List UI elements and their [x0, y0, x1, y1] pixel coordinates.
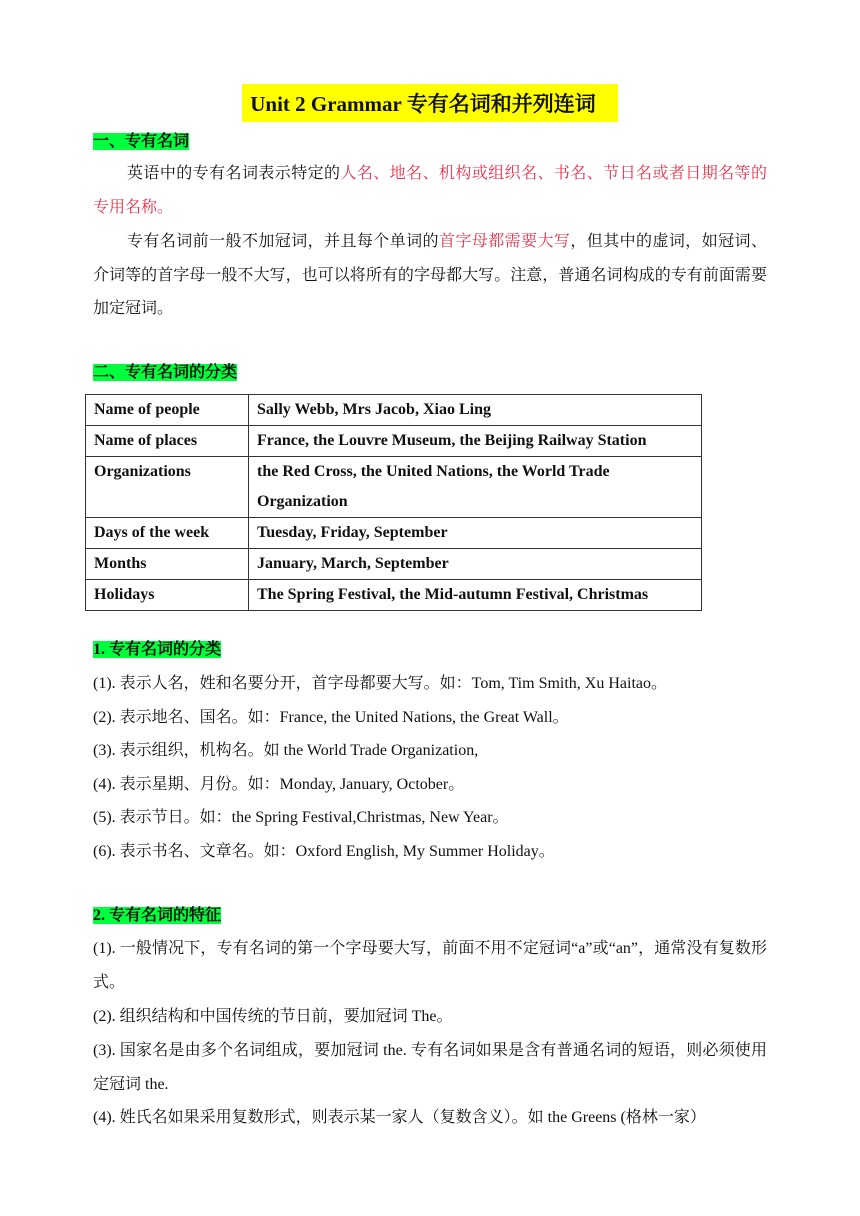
list-item: (4). 表示星期、月份。如：Monday, January, October。 — [93, 776, 465, 793]
table-cell-category: Months — [86, 549, 249, 580]
table-cell-examples: January, March, September — [249, 549, 702, 580]
table-cell-category: Name of people — [86, 395, 249, 426]
table-row — [86, 580, 702, 611]
table-row — [86, 518, 702, 549]
p2-highlight: 首字母都需要大写 — [438, 233, 571, 250]
section-heading-1 — [93, 130, 189, 154]
table-cell-examples: France, the Louvre Museum, the Beijing Railway Station — [249, 426, 702, 457]
section-heading-4-text: 2. 专有名词的特征 — [93, 907, 222, 924]
section-heading-1-text: 一、专有名词 — [93, 133, 190, 150]
section-heading-4 — [93, 904, 221, 928]
table-cell-examples: Sally Webb, Mrs Jacob, Xiao Ling — [249, 395, 702, 426]
table-row — [86, 426, 702, 457]
list-item: (4). 姓氏名如果采用复数形式，则表示某一家人（复数含义）。如 the Greens (格林一家） — [93, 1109, 706, 1126]
list-item: (1). 一般情况下，专有名词的第一个字母要大写，前面不用不定冠词“a”或“an”，通常没有复数形式。 — [93, 940, 767, 991]
p1-highlight: 人名、地名、机构或组织名、书名、节日名或者日期名等的专用名称。 — [93, 165, 767, 216]
table-cell-category: Days of the week — [86, 518, 249, 549]
list-item: (6). 表示书名、文章名。如：Oxford English, My Summer Holiday。 — [93, 843, 555, 860]
table-cell-examples: The Spring Festival, the Mid-autumn Festival, Christmas — [249, 580, 702, 611]
proper-noun-table — [85, 394, 702, 611]
p2-text-after: ，但其中的虚词，如冠词、介词等的首字母一般不大写，也可以将所有的字母都大写。注意，普通名词构成的专有前面需要加定冠词。 — [93, 233, 767, 317]
list-item: (2). 表示地名、国名。如：France, the United Nations, the Great Wall。 — [93, 709, 569, 726]
table-cell-examples: Tuesday, Friday, September — [249, 518, 702, 549]
list-item: (2). 组织结构和中国传统的节日前，要加冠词 The。 — [93, 1008, 453, 1025]
page-title: Unit 2 Grammar 专有名词和并列连词 — [242, 84, 618, 122]
list-item: (5). 表示节日。如：the Spring Festival,Christmas, New Year。 — [93, 809, 509, 826]
section-heading-2 — [93, 361, 237, 385]
section1-paragraph-2 — [93, 225, 767, 326]
table-cell-category: Holidays — [86, 580, 249, 611]
section-heading-2-text: 二、专有名词的分类 — [93, 364, 238, 381]
table-cell-category: Organizations — [86, 457, 249, 518]
section-heading-3-text: 1. 专有名词的分类 — [93, 641, 222, 658]
table-row — [86, 549, 702, 580]
section1-paragraph-1 — [93, 157, 767, 224]
table-row — [86, 395, 702, 426]
title-container — [0, 84, 860, 122]
p2-text-before: 专有名词前一般不加冠词，并且每个单词的 — [127, 233, 439, 250]
section-heading-3 — [93, 638, 221, 662]
table-cell-category: Name of places — [86, 426, 249, 457]
p1-text: 英语中的专有名词表示特定的 — [127, 165, 341, 182]
list-item: (1). 表示人名，姓和名要分开，首字母都要大写。如：Tom, Tim Smith, Xu Haitao。 — [93, 675, 668, 692]
list-item: (3). 表示组织，机构名。如 the World Trade Organization, — [93, 742, 479, 759]
table-row — [86, 457, 702, 518]
table-cell-examples: the Red Cross, the United Nations, the World Trade Organization — [249, 457, 702, 518]
list-item: (3). 国家名是由多个名词组成，要加冠词 the. 专有名词如果是含有普通名词的短语，则必须使用定冠词 the. — [93, 1042, 767, 1093]
